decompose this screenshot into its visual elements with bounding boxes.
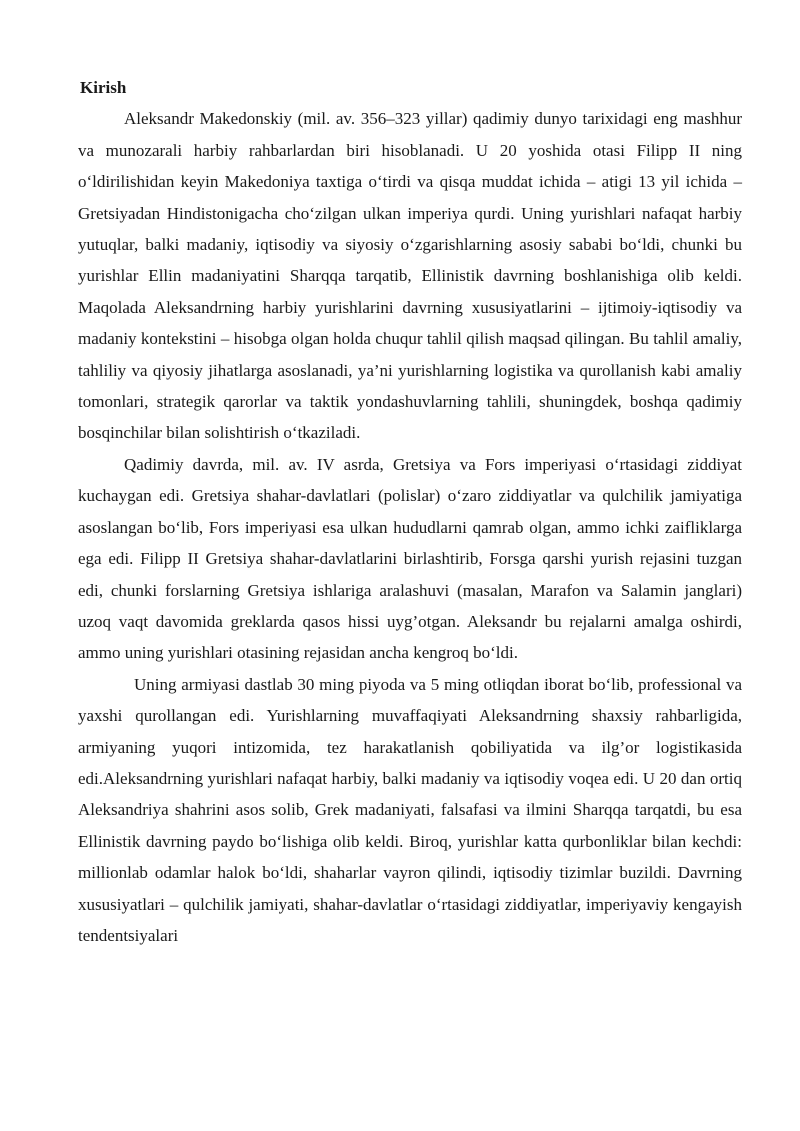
section-heading: Kirish — [80, 78, 127, 97]
paragraph-army-and-legacy: Uning armiyasi dastlab 30 ming piyoda va 5 ming otliqdan iborat boʻlib, professional va yaxshi qurollangan edi. Yurishlarning muvaffaqiyati Aleksandrning shaxsiy rahbarligida, armiyaning yuqori intizomida, tez harakatlanish qobiliyatida va ilg’or logistikasida edi.Aleksandrning yurishlari nafaqat harbiy, balki madaniy va iqtisodiy voqea edi. U 20 dan ortiq Aleksandriya shahrini asos solib, Grek madaniyati, falsafasi va ilmini Sharqqa tarqatdi, bu esa Ellinistik davrning paydo boʻlishiga olib keldi. Biroq, yurishlar katta qurbonliklar bilan kechdi: millionlab odamlar halok boʻldi, shaharlar vayron qilindi, iqtisodiy tizimlar buzildi. Davrning xususiyatlari – qulchilik jamiyati, shahar-davlatlar oʻrtasidagi ziddiyatlar, imperiyaviy kengayish tendentsiyalari — [78, 674, 742, 945]
paragraph-introduction: Aleksandr Makedonskiy (mil. av. 356–323 yillar) qadimiy dunyo tarixidagi eng mashhur va munozarali harbiy rahbarlardan biri hisoblanadi. U 20 yoshida otasi Filipp II ning oʻldirilishidan keyin Makedoniya taxtiga oʻtirdi va qisqa muddat ichida – atigi 13 yil ichida – Gretsiyadan Hindistonigacha choʻzilgan ulkan imperiya qurdi. Uning yurishlari nafaqat harbiy yutuqlar, balki madaniy, iqtisodiy va siyosiy oʻzgarishlarning asosiy sababi boʻldi, chunki bu yurishlar Ellin madaniyatini Sharqqa tarqatib, Ellinistik davrning boshlanishiga olib keldi. Maqolada Aleksandrning harbiy yurishlarini davrning xususiyatlarini – ijtimoiy-iqtisodiy va madaniy kontekstini – hisobga olgan holda chuqur tahlil qilish maqsad qilingan. Bu tahlil amaliy, tahliliy va qiyosiy jihatlarga asoslanadi, ya’ni yurishlarning logistika va qurollanish kabi amaliy tomonlari, strategik qarorlar va taktik yondashuvlarning tahlili, shuningdek, boshqa qadimiy bosqinchilar bilan solishtirish oʻtkaziladi. — [78, 109, 742, 443]
paragraph-historical-context: Qadimiy davrda, mil. av. IV asrda, Gretsiya va Fors imperiyasi oʻrtasidagi ziddiyat kuchaygan edi. Gretsiya shahar-davlatlari (polislar) oʻzaro ziddiyatlar va qulchilik jamiyatiga asoslangan boʻlib, Fors imperiyasi esa ulkan hududlarni qamrab olgan, ammo ichki zaifliklarga ega edi. Filipp II Gretsiya shahar-davlatlarini birlashtirib, Forsga qarshi yurish rejasini tuzgan edi, chunki forslarning Gretsiya ishlariga aralashuvi (masalan, Marafon va Salamin janglari) uzoq vaqt davomida greklarda qasos hissi uyg’otgan. Aleksandr bu rejalarni amalga oshirdi, ammo uning yurishlari otasining rejasidan ancha kengroq boʻldi. — [78, 454, 742, 663]
document-body — [78, 72, 742, 951]
